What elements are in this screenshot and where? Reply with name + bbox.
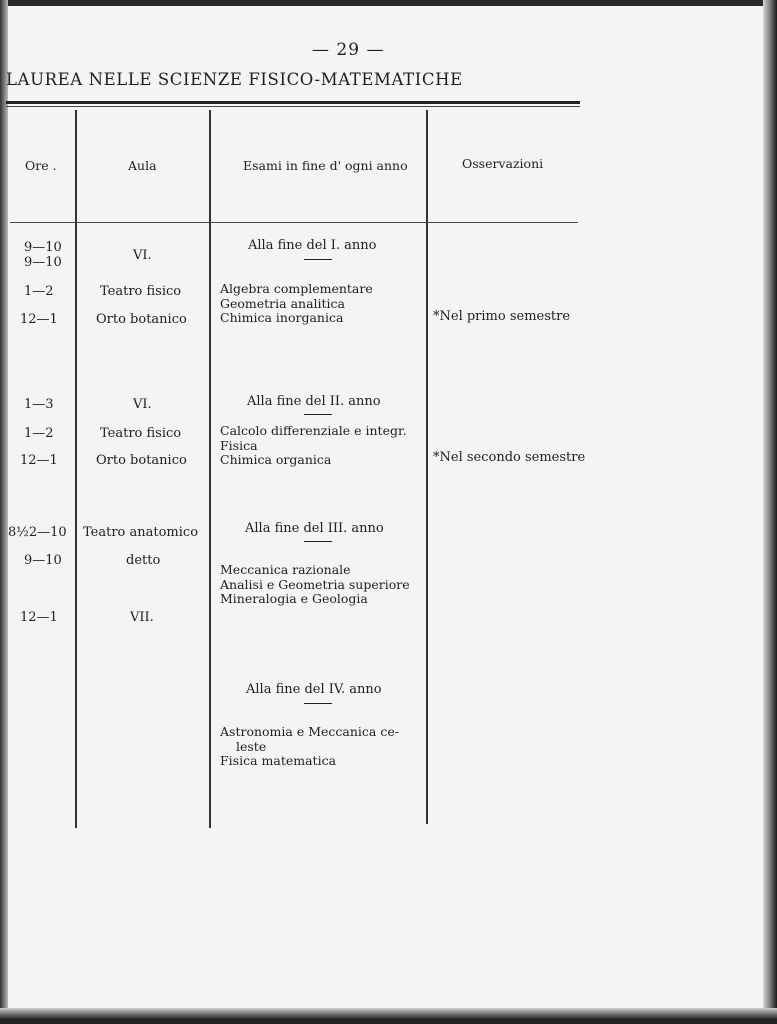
ore-cell: 12—1 (20, 610, 58, 625)
page-heading: LAUREA NELLE SCIENZE FISICO-MATEMATICHE (6, 70, 463, 89)
column-divider-1 (75, 110, 77, 828)
page-edge-bottom (0, 1008, 777, 1024)
page-number: — 29 — (312, 40, 385, 60)
exam-list (220, 282, 373, 326)
aula-cell: detto (126, 553, 161, 568)
exam-item: Analisi e Geometria superiore (220, 576, 410, 592)
ore-cell: 1—3 (24, 397, 54, 412)
exam-list (220, 563, 410, 607)
ore-cell: 1—2 (24, 426, 54, 441)
exam-item: Chimica organica (220, 452, 332, 467)
column-divider-3 (426, 110, 428, 824)
exam-item: Mineralogia e Geologia (220, 591, 368, 606)
year-title-underline (304, 259, 332, 260)
ore-cell: 1—2 (24, 284, 54, 299)
aula-cell: Teatro fisico (100, 284, 182, 299)
exam-item: Chimica inorganica (220, 310, 344, 325)
ore-cell: 12—1 (20, 312, 58, 327)
exam-item: Astronomia e Meccanica ce- (220, 724, 399, 739)
page-edge-left (0, 0, 8, 1024)
exam-item: Meccanica razionale (220, 562, 351, 577)
ore-cell: 9—10 (24, 553, 62, 568)
header-osservazioni: Osservazioni (462, 156, 544, 171)
exam-item: Fisica matematica (220, 753, 337, 768)
aula-cell: Teatro fisico (100, 426, 182, 441)
ore-cell: 9—10 (24, 240, 62, 255)
exam-item: Algebra complementare (220, 281, 373, 296)
observation-note: *Nel secondo semestre (433, 450, 586, 465)
exam-item: Calcolo differenziale e integr. (220, 423, 407, 438)
aula-cell: Orto botanico (96, 453, 187, 468)
column-divider-2 (209, 110, 211, 828)
year-title: Alla fine del II. anno (247, 394, 381, 409)
page-edge-right (763, 0, 777, 1024)
exam-item: leste (236, 738, 267, 754)
year-title-underline (304, 414, 332, 415)
year-title: Alla fine del I. anno (248, 238, 377, 253)
observation-note: *Nel primo semestre (433, 309, 571, 324)
header-ore: Ore . (25, 158, 57, 173)
column-header-rule (10, 222, 578, 223)
year-title-underline (304, 703, 332, 704)
aula-cell: VI. (133, 397, 152, 412)
ore-cell: 12—1 (20, 453, 58, 468)
exam-item: Geometria analitica (220, 295, 346, 311)
header-aula: Aula (128, 158, 157, 173)
header-rule-thick (6, 101, 580, 104)
exam-list (220, 424, 407, 468)
aula-cell: Orto botanico (96, 312, 187, 327)
aula-cell: VI. (133, 248, 152, 263)
ore-cell: 8½2—10 (8, 525, 67, 540)
year-title-underline (304, 541, 332, 542)
exam-list (220, 725, 399, 769)
ore-cell: 9—10 (24, 255, 62, 270)
year-title: Alla fine del IV. anno (246, 682, 382, 697)
year-title: Alla fine del III. anno (245, 521, 384, 536)
exam-item: Fisica (220, 437, 258, 453)
page-edge-top (0, 0, 777, 6)
aula-cell: VII. (130, 610, 154, 625)
header-rule-thin (6, 106, 580, 107)
aula-cell: Teatro anatomico (83, 525, 199, 540)
header-esami: Esami in fine d' ogni anno (243, 158, 408, 173)
